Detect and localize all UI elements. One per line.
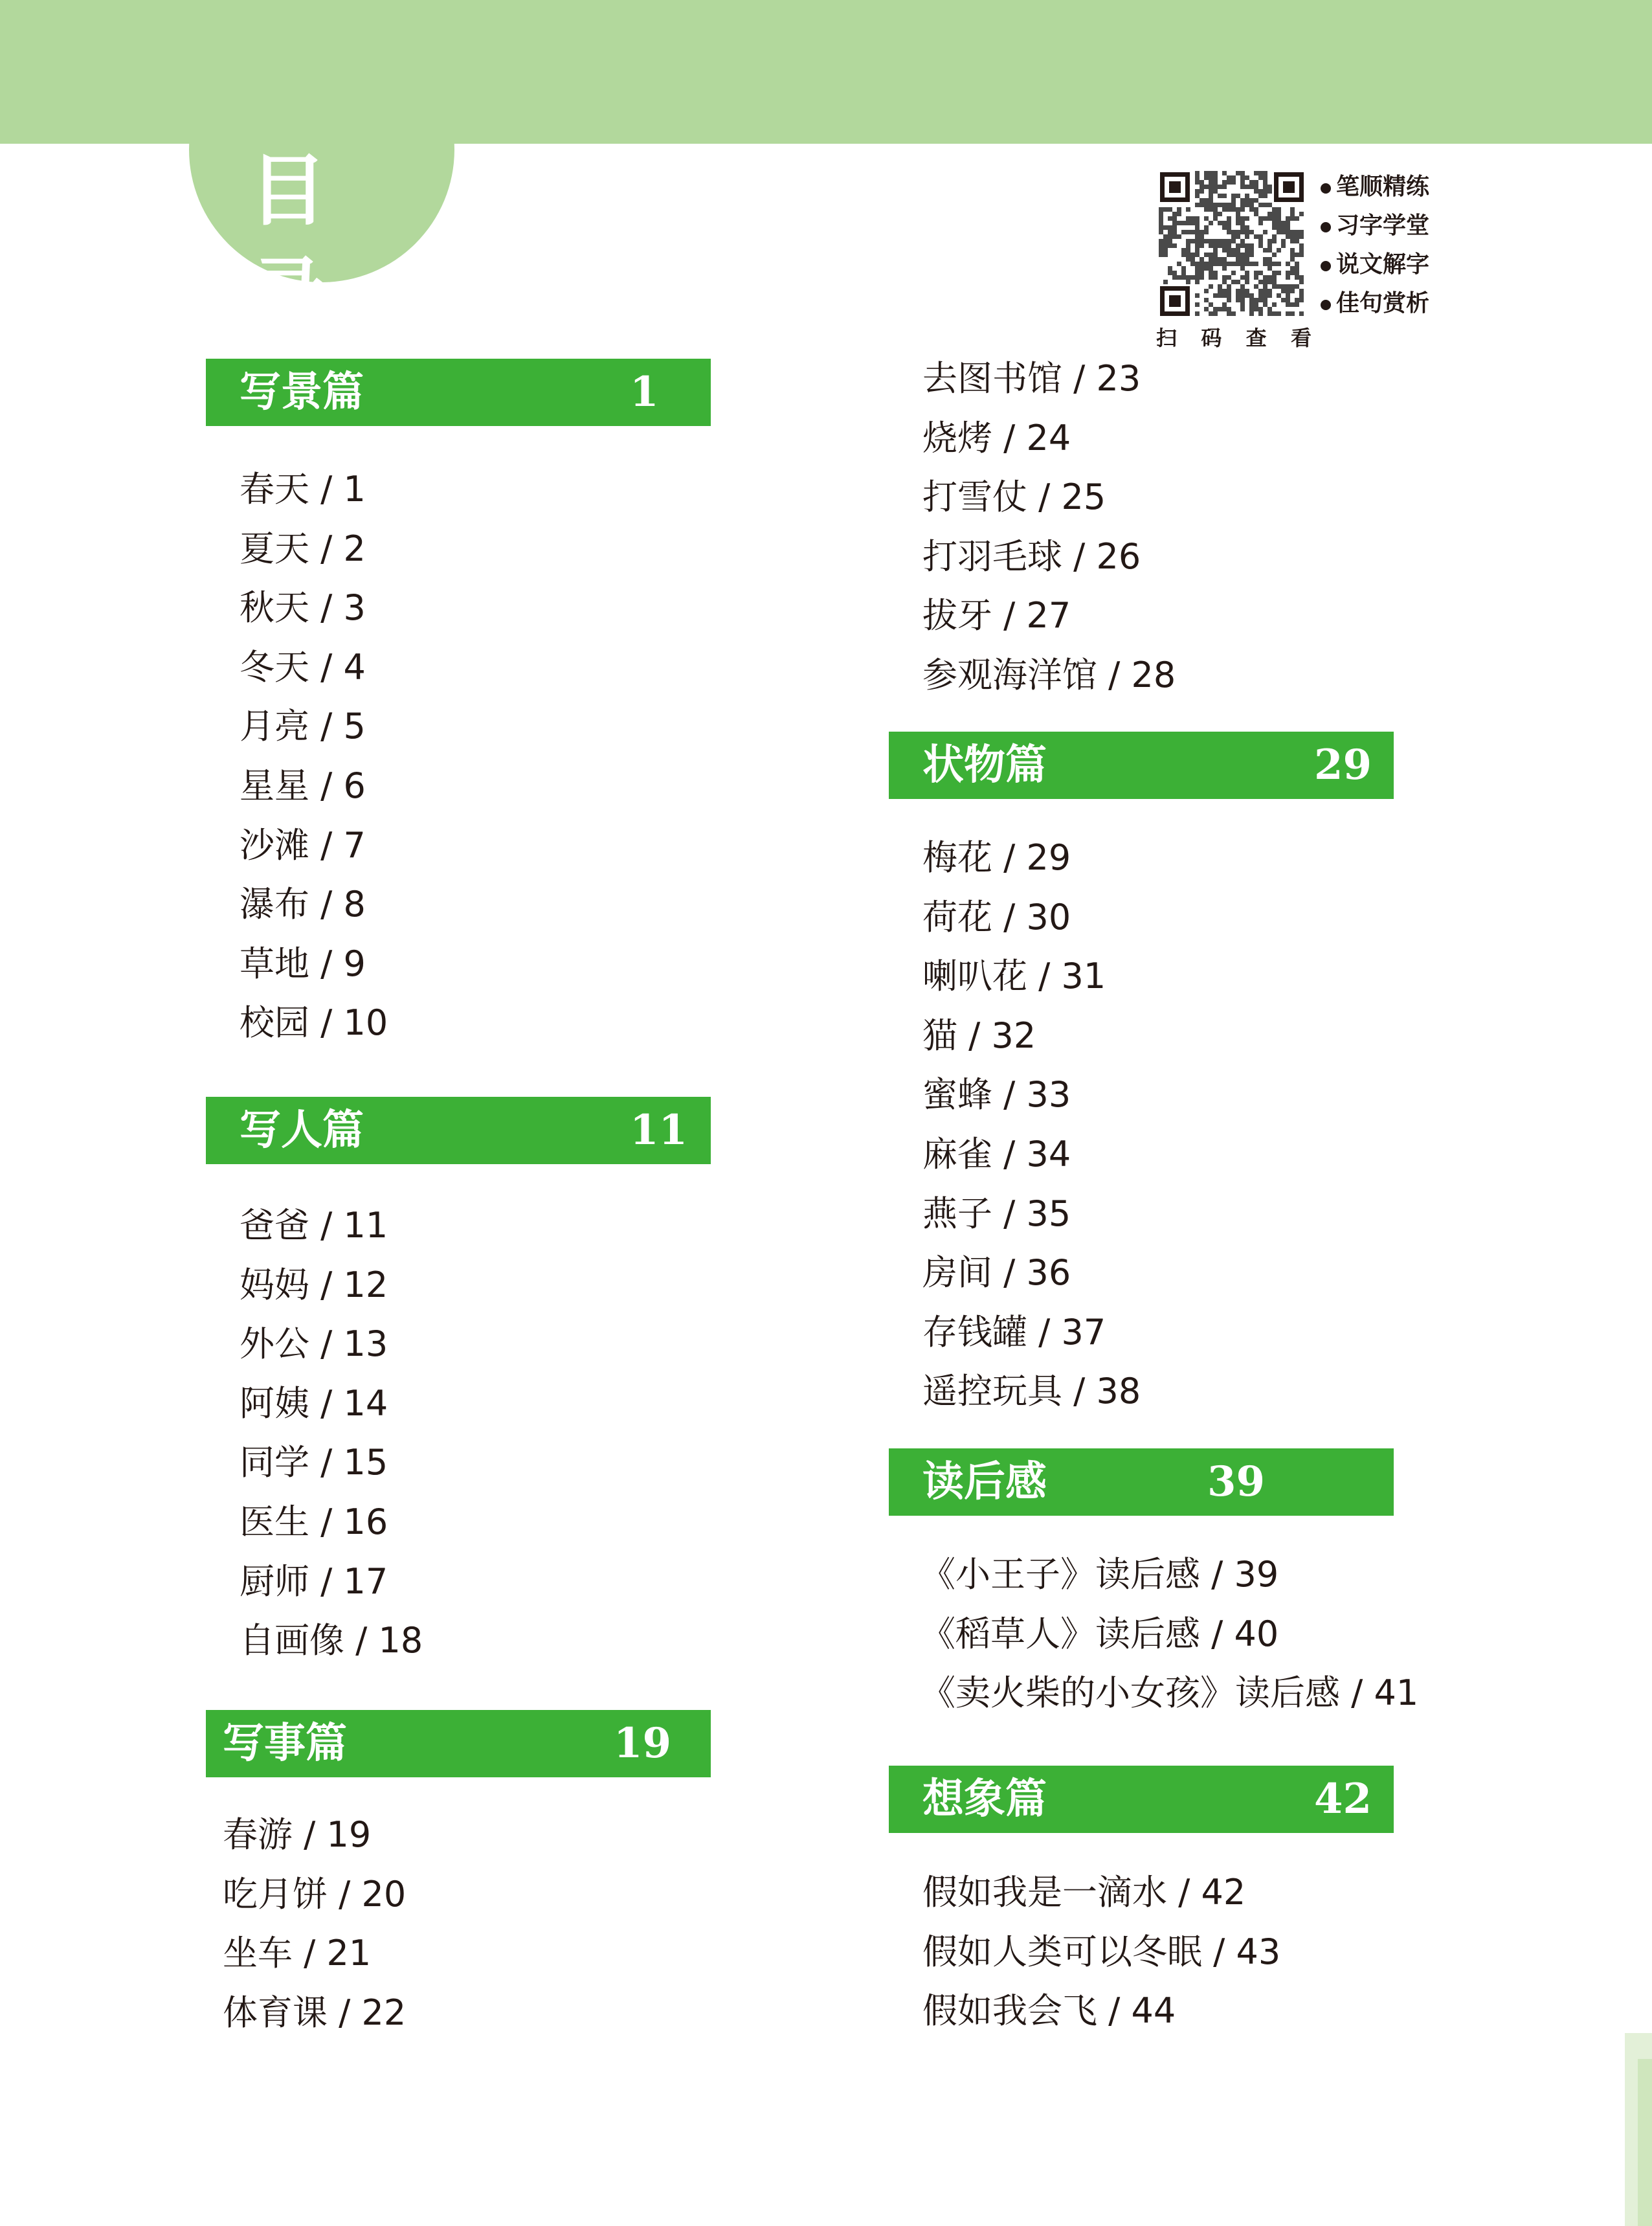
entry-list-imagination [922,1863,1280,2041]
section-title: 想象篇 [922,1775,1047,1823]
bullet-icon [1321,300,1331,310]
entry-list-objects [922,828,1141,1421]
toc-entry[interactable]: 蜜蜂 / 33 [922,1074,1071,1116]
section-page: 29 [1314,741,1372,789]
toc-entry[interactable]: 春游 / 19 [223,1814,372,1855]
section-page: 42 [1314,1775,1372,1823]
toc-entry[interactable]: 夏天 / 2 [240,528,366,569]
qr-caption-char: 查 [1245,326,1267,350]
feature-item [1321,284,1450,322]
toc-entry[interactable]: 打雪仗 / 25 [922,477,1106,518]
toc-entry[interactable]: 遥控玩具 / 38 [922,1371,1141,1412]
toc-entry[interactable]: 荷花 / 30 [922,896,1071,938]
section-title: 读后感 [922,1457,1047,1506]
section-page: 1 [630,368,659,416]
toc-entry[interactable]: 烧烤 / 24 [922,417,1071,458]
toc-entry[interactable]: 麻雀 / 34 [922,1133,1071,1175]
toc-entry[interactable]: 《卖火柴的小女孩》读后感 / 41 [921,1672,1419,1714]
section-title: 写事篇 [223,1719,347,1768]
section-header-imagination[interactable] [889,1766,1394,1833]
toc-entry[interactable]: 房间 / 36 [922,1252,1071,1294]
feature-label: 笔顺精练 [1336,173,1430,200]
page-edge-strip [1638,2059,1652,2226]
toc-entry[interactable]: 星星 / 6 [240,765,366,806]
section-title: 状物篇 [922,741,1047,789]
toc-entry[interactable]: 坐车 / 21 [223,1933,372,1974]
toc-entry[interactable]: 厨师 / 17 [240,1560,388,1602]
toc-entry[interactable]: 《稻草人》读后感 / 40 [921,1613,1279,1654]
feature-label: 佳句赏析 [1336,289,1430,317]
page-title: 目录 [249,145,331,340]
section-header-people[interactable] [206,1097,711,1164]
toc-entry[interactable]: 阿姨 / 14 [240,1382,388,1424]
feature-item [1321,167,1450,206]
toc-entry[interactable]: 去图书馆 / 23 [922,358,1141,399]
toc-entry[interactable]: 外公 / 13 [240,1323,388,1365]
toc-entry[interactable]: 医生 / 16 [240,1501,388,1542]
bullet-icon [1321,183,1331,194]
toc-entry[interactable]: 草地 / 9 [240,943,366,984]
entry-list-book-reviews [921,1545,1418,1723]
entry-list-scenery [240,460,388,1053]
toc-entry[interactable]: 吃月饼 / 20 [223,1873,407,1915]
section-page: 39 [1207,1457,1266,1506]
entry-list-events [223,1805,406,2042]
toc-entry[interactable]: 存钱罐 / 37 [922,1311,1106,1353]
toc-entry[interactable]: 瀑布 / 8 [240,884,366,925]
toc-entry[interactable]: 春天 / 1 [240,469,366,510]
toc-entry[interactable]: 打羽毛球 / 26 [922,535,1141,577]
section-page: 19 [614,1719,672,1768]
section-title: 写景篇 [240,368,364,416]
toc-entry[interactable]: 猫 / 32 [922,1015,1036,1056]
bullet-icon [1321,261,1331,271]
feature-item [1321,245,1450,284]
feature-label: 习字学堂 [1336,212,1430,239]
bullet-icon [1321,222,1331,232]
toc-entry[interactable]: 校园 / 10 [240,1002,388,1044]
toc-entry[interactable]: 假如我会飞 / 44 [922,1990,1176,2032]
qr-caption [1156,324,1312,352]
toc-entry[interactable]: 假如人类可以冬眠 / 43 [922,1931,1281,1972]
toc-entry[interactable]: 拔牙 / 27 [922,595,1071,636]
feature-label: 说文解字 [1336,251,1430,278]
toc-entry[interactable]: 月亮 / 5 [240,706,366,747]
toc-entry[interactable]: 假如我是一滴水 / 42 [922,1872,1246,1913]
section-header-scenery[interactable] [206,359,711,426]
toc-entry[interactable]: 妈妈 / 12 [240,1264,388,1305]
toc-entry[interactable]: 喇叭花 / 31 [922,956,1106,997]
qr-caption-char: 扫 [1156,326,1178,350]
toc-entry[interactable]: 《小王子》读后感 / 39 [921,1554,1279,1595]
toc-entry[interactable]: 梅花 / 29 [922,837,1071,878]
section-title: 写人篇 [240,1106,364,1154]
qr-caption-char: 看 [1290,326,1312,350]
toc-entry[interactable]: 同学 / 15 [240,1442,388,1483]
section-header-events[interactable] [206,1710,711,1777]
toc-entry[interactable]: 秋天 / 3 [240,587,366,629]
toc-entry[interactable]: 燕子 / 35 [922,1193,1071,1234]
toc-entry[interactable]: 沙滩 / 7 [240,824,366,866]
toc-entry[interactable]: 参观海洋馆 / 28 [922,654,1176,695]
qr-code[interactable] [1157,170,1306,319]
toc-entry[interactable]: 冬天 / 4 [240,646,366,688]
section-page: 11 [630,1106,688,1154]
feature-item [1321,206,1450,245]
qr-feature-list [1321,167,1450,322]
entry-list-events-continued [922,349,1176,705]
qr-caption-char: 码 [1201,326,1222,350]
toc-entry[interactable]: 自画像 / 18 [240,1620,423,1661]
toc-entry[interactable]: 爸爸 / 11 [240,1205,388,1246]
section-header-objects[interactable] [889,732,1394,799]
section-header-book-reviews[interactable] [889,1448,1394,1516]
toc-entry[interactable]: 体育课 / 22 [223,1992,407,2033]
entry-list-people [240,1196,423,1670]
